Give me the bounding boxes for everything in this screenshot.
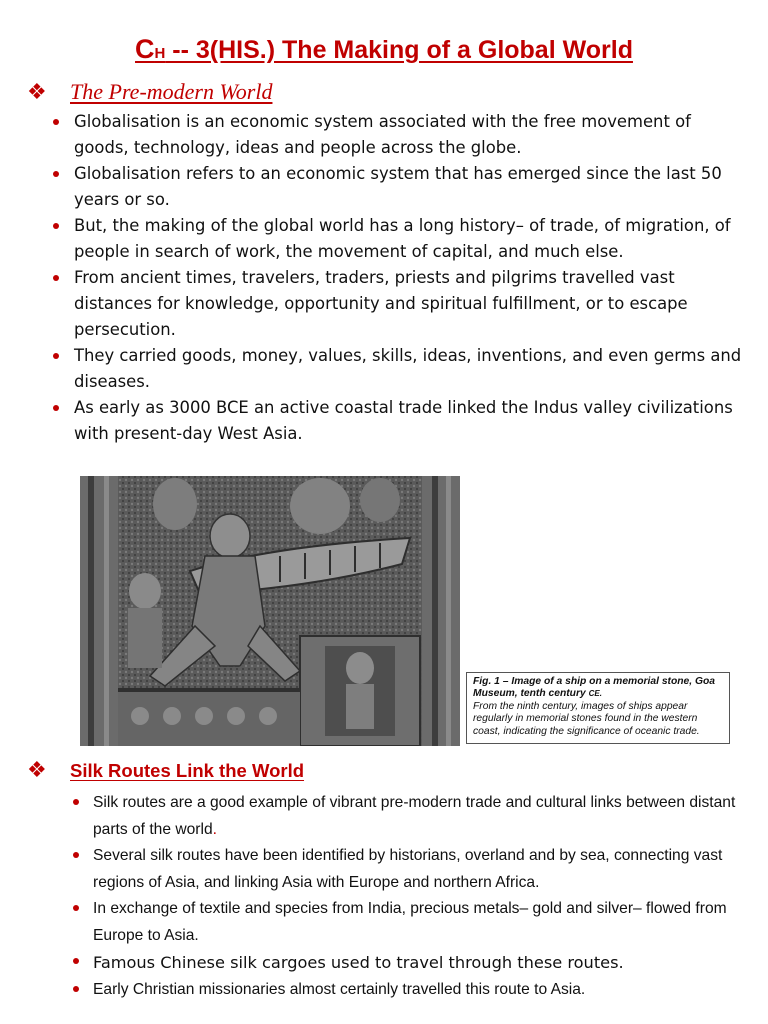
diamond-cross-icon: ❖ — [27, 758, 47, 783]
list-item — [69, 843, 749, 896]
list-item-text: Globalisation is an economic system associated with the free movement of goods, technology, ideas and people across the globe. — [74, 112, 691, 157]
pre-modern-bullet-list — [50, 109, 750, 447]
list-item-text: But, the making of the global world has a long history– of trade, of migration, of people in search of work, the movement of capital, and much else. — [74, 216, 731, 261]
caption-title-text: Fig. 1 – Image of a ship on a memorial stone, Goa Museum, tenth century — [473, 676, 716, 700]
bullet-dot-icon — [53, 353, 59, 359]
list-item-text: Silk routes are a good example of vibrant pre-modern trade and cultural links between distant parts of the world — [93, 794, 736, 838]
list-item-text: In exchange of textile and species from India, precious metals– gold and silver– flowed from Europe to Asia. — [93, 900, 727, 944]
title-text: -- 3(HIS.) The Making of a Global World — [165, 36, 633, 64]
list-item-text: Globalisation refers to an economic system that has emerged since the last 50 years or so. — [74, 164, 722, 209]
diamond-cross-icon: ❖ — [27, 80, 47, 105]
list-item-text: Early Christian missionaries almost certainly travelled this route to Asia. — [93, 981, 586, 998]
list-item-trailing-period: . — [212, 820, 217, 838]
caption-title-era: CE. — [588, 689, 602, 699]
bullet-dot-icon — [73, 986, 79, 992]
bullet-dot-icon — [53, 405, 59, 411]
section-heading-pre-modern: The Pre-modern World — [70, 79, 273, 104]
bullet-dot-icon — [53, 275, 59, 281]
list-item — [69, 790, 749, 843]
section-heading-silk-routes: Silk Routes Link the World — [70, 760, 305, 781]
list-item — [69, 949, 749, 977]
list-item-text: They carried goods, money, values, skills, ideas, inventions, and even germs and diseases. — [74, 346, 742, 391]
title-ch-small: H — [154, 45, 166, 62]
bullet-dot-icon — [73, 852, 79, 858]
list-item — [50, 395, 750, 447]
list-item — [69, 977, 749, 1004]
bullet-dot-icon — [73, 958, 79, 964]
figure-caption — [466, 672, 730, 744]
list-item — [50, 161, 750, 213]
list-item — [50, 109, 750, 161]
silk-routes-bullet-list — [69, 790, 749, 1004]
page-title — [0, 34, 768, 65]
list-item — [50, 265, 750, 343]
list-item — [69, 896, 749, 949]
list-item — [50, 343, 750, 395]
list-item — [50, 213, 750, 265]
bullet-dot-icon — [53, 119, 59, 125]
bullet-dot-icon — [73, 799, 79, 805]
bullet-dot-icon — [53, 223, 59, 229]
caption-body: From the ninth century, images of ships appear regularly in memorial stones found in the western coast, indicating the significance of oceanic trade. — [473, 700, 700, 737]
bullet-dot-icon — [73, 905, 79, 911]
list-item-text: As early as 3000 BCE an active coastal trade linked the Indus valley civilizations with present-day West Asia. — [74, 398, 733, 443]
bullet-dot-icon — [53, 171, 59, 177]
caption-title — [473, 676, 723, 701]
memorial-stone-ship-photo — [80, 476, 460, 746]
list-item-text: Famous Chinese silk cargoes used to travel through these routes. — [93, 953, 624, 972]
title-ch-initial: C — [135, 34, 155, 64]
list-item-text: Several silk routes have been identified by historians, overland and by sea, connecting vast regions of Asia, and linking Asia with Europe and northern Africa. — [93, 847, 723, 891]
memorial-stone-illustration — [80, 476, 460, 746]
list-item-text: From ancient times, travelers, traders, priests and pilgrims travelled vast distances for knowledge, opportunity and spiritual fulfillment, or to escape persecution. — [74, 268, 688, 339]
